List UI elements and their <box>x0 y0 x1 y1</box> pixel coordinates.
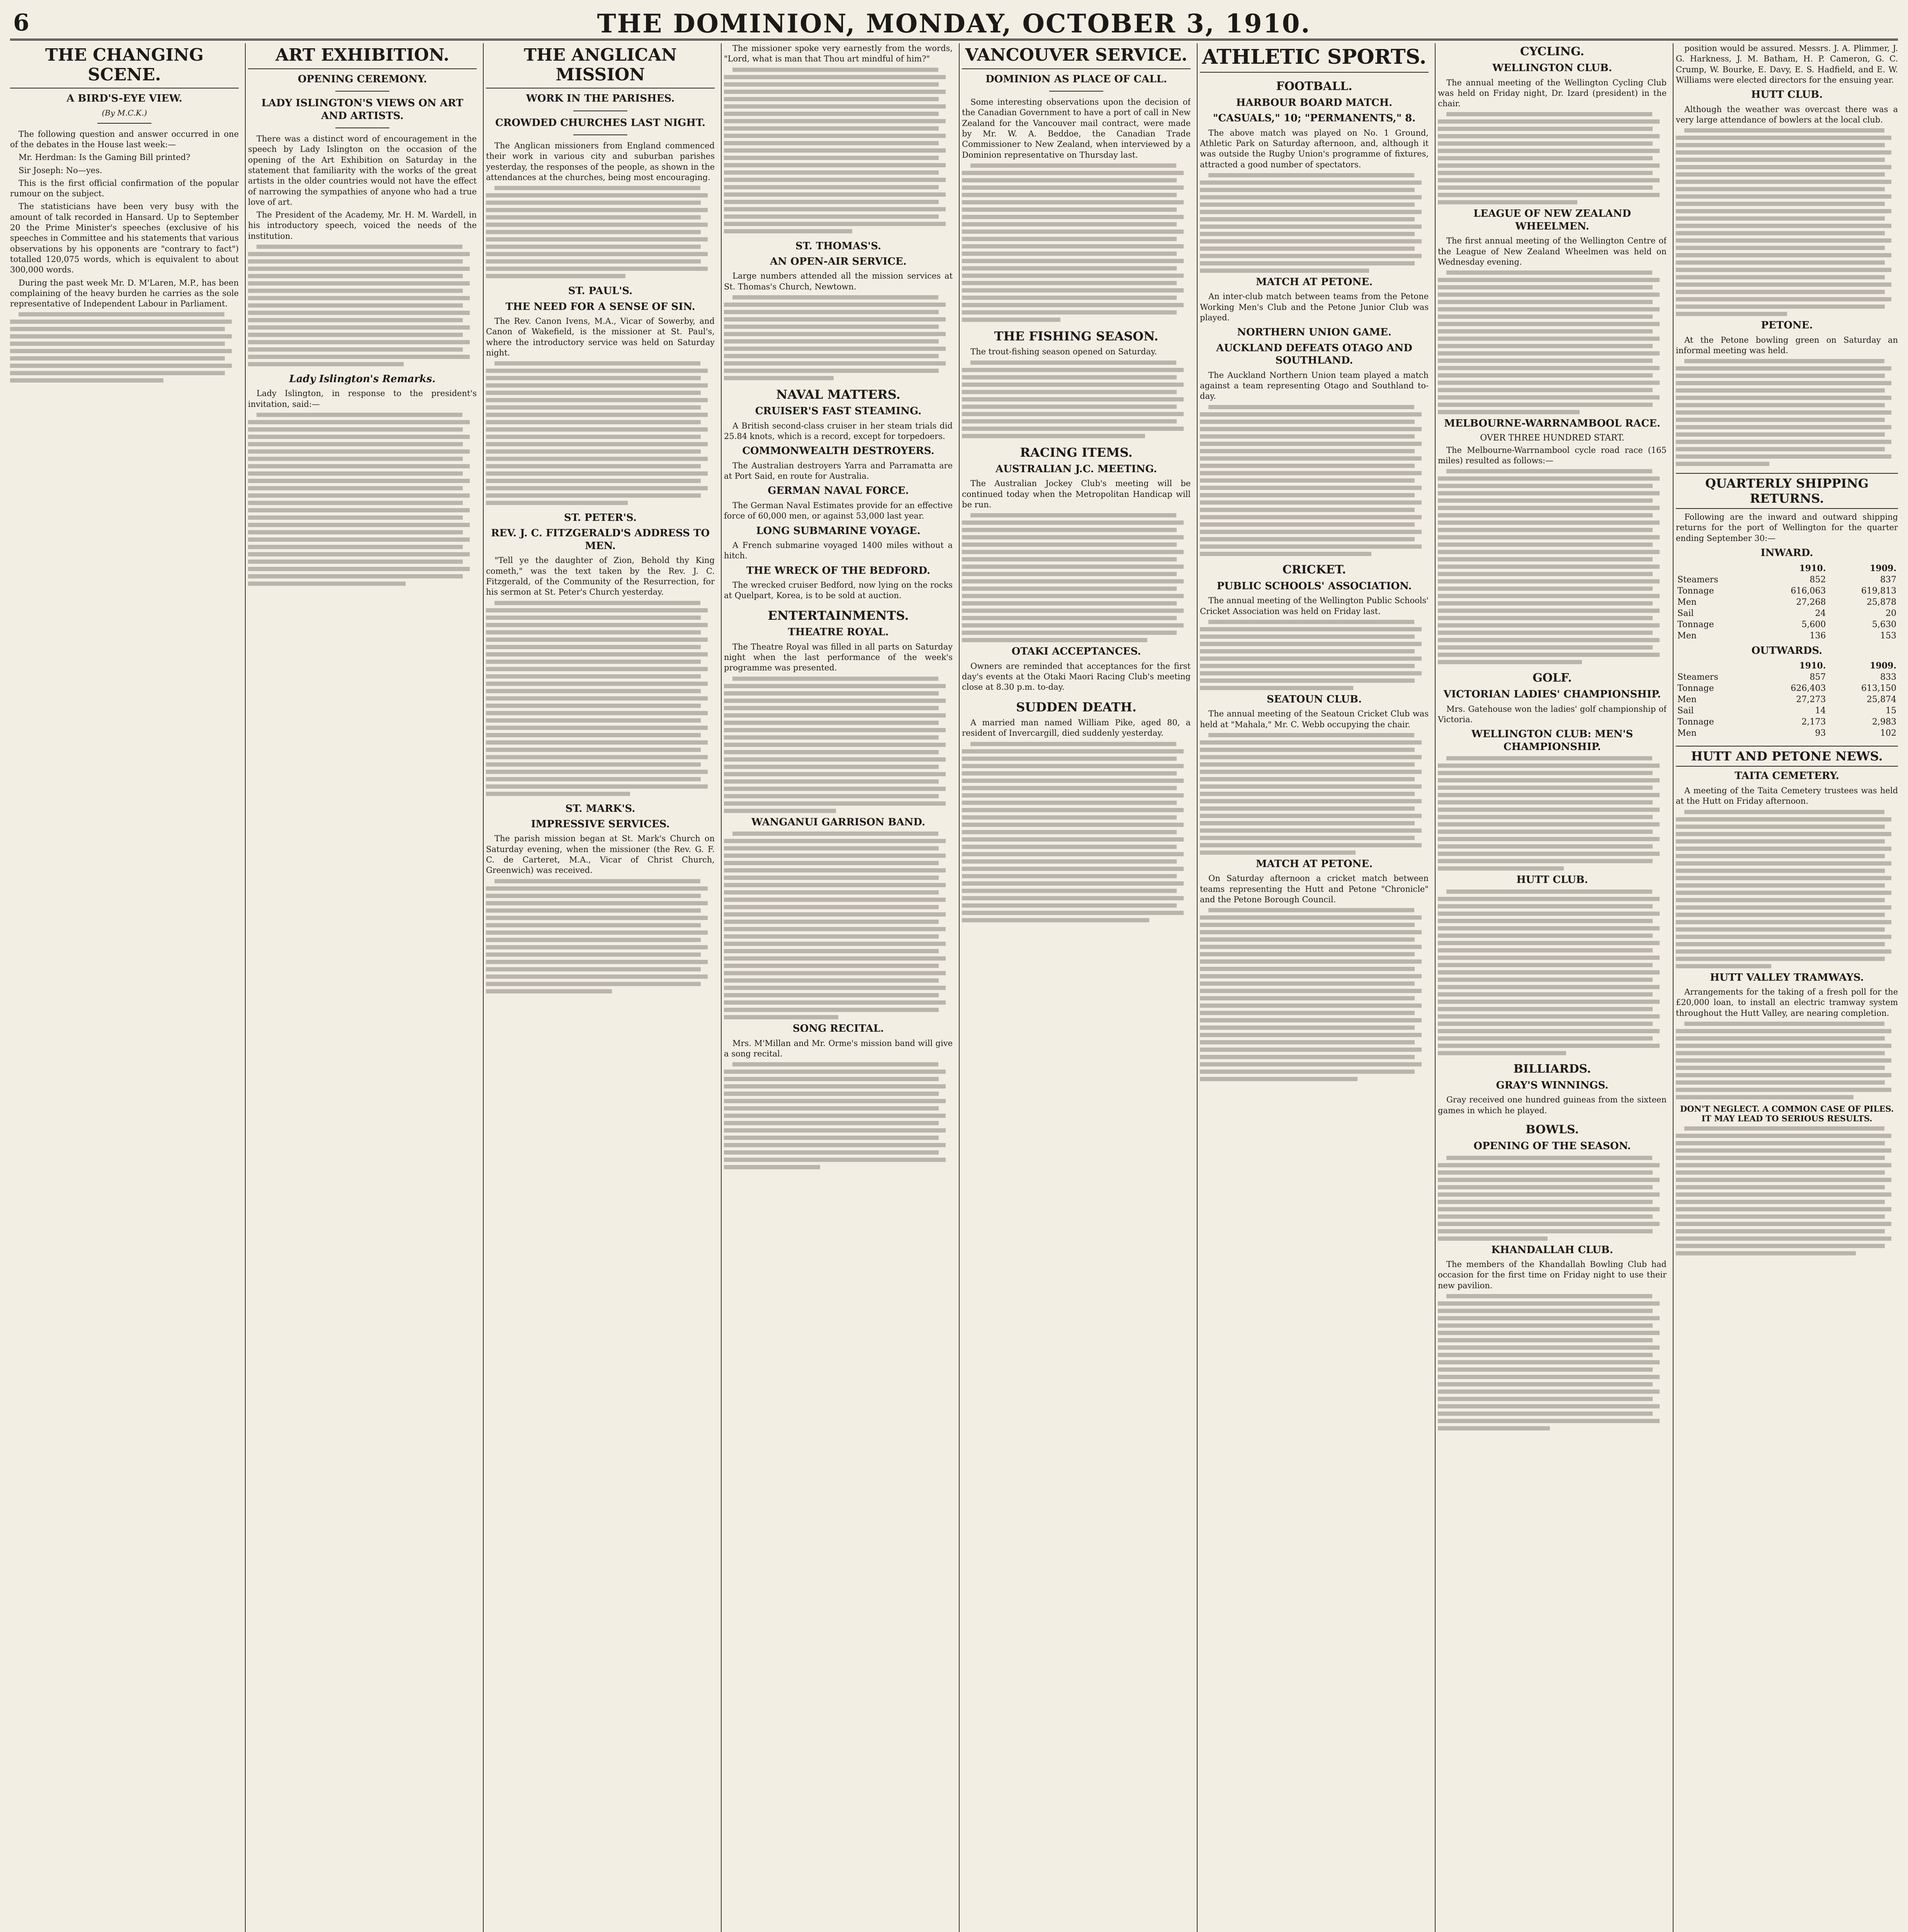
subheading: A BIRD'S-EYE VIEW. <box>66 93 182 105</box>
body-text-block <box>1438 469 1667 664</box>
body-text-block <box>1676 1022 1898 1099</box>
section-heading: THE CHANGING SCENE. <box>10 46 239 88</box>
subheading: DOMINION AS PLACE OF CALL. <box>985 73 1167 85</box>
column-3 <box>486 43 715 1932</box>
body-text-block <box>10 312 239 383</box>
subheading: OPENING CEREMONY. <box>297 73 427 85</box>
body-text-block <box>724 832 953 1019</box>
body-text-block <box>1438 889 1667 1055</box>
article-paragraph: Lady Islington, in response to the president's invitation, said:— <box>248 389 477 409</box>
article-paragraph: The annual meeting of the Wellington Public Schools' Cricket Association was held on Friday last. <box>1200 596 1429 616</box>
table-row: Sail 24 20 <box>1677 608 1896 618</box>
body-text-block <box>724 677 953 813</box>
table-row: Men 93 102 <box>1677 728 1896 738</box>
story-heading: CRICKET. <box>1282 563 1346 577</box>
body-text-block <box>1438 270 1667 414</box>
body-text-block <box>724 1062 953 1169</box>
article-paragraph: The annual meeting of the Wellington Cycling Club was held on Friday night, Dr. Izard (president) in the chair. <box>1438 78 1667 109</box>
article-paragraph: The first annual meeting of the Wellington Centre of the League of New Zealand Wheelmen was held on Wednesday evening. <box>1438 236 1667 267</box>
subheading: CRUISER'S FAST STEAMING. <box>755 405 922 417</box>
article-paragraph: An inter-club match between teams from the Petone Working Men's Club and the Petone Junior Club was played. <box>1200 292 1429 323</box>
article-paragraph: Mrs. Gatehouse won the ladies' golf championship of Victoria. <box>1438 704 1667 724</box>
subheading: NORTHERN UNION GAME. <box>1237 327 1391 338</box>
article-paragraph: The wrecked cruiser Bedford, now lying on the rocks at Quelpart, Korea, is to be sold at auction. <box>724 580 953 600</box>
story-heading: ST. MARK'S. <box>565 803 635 815</box>
body-text-block <box>1200 733 1429 855</box>
subheading: THE WRECK OF THE BEDFORD. <box>746 565 931 577</box>
section-heading: ART EXHIBITION. <box>248 46 477 69</box>
subheading: WORK IN THE PARISHES. <box>526 93 675 105</box>
body-text-block <box>1200 173 1429 273</box>
story-heading: FOOTBALL. <box>1276 79 1352 93</box>
article-paragraph: The trout-fishing season opened on Saturday. <box>970 347 1157 357</box>
year-header: 1910. <box>1799 563 1826 573</box>
subheading: TAITA CEMETERY. <box>1735 770 1839 782</box>
story-heading: BOWLS. <box>1526 1123 1579 1137</box>
advertisement-heading: DON'T NEGLECT. A COMMON CASE OF PILES. IT MAY LEAD TO SERIOUS RESULTS. <box>1680 1104 1894 1123</box>
body-text-block <box>962 513 1191 642</box>
article-paragraph: A married man named William Pike, aged 80, a resident of Invercargill, died suddenly yesterday. <box>962 718 1191 738</box>
year-header: 1910. <box>1799 661 1826 671</box>
subheading: SEATOUN CLUB. <box>1266 693 1362 705</box>
table-row: Steamers 857 833 <box>1677 672 1896 682</box>
subheading: CROWDED CHURCHES LAST NIGHT. <box>495 117 705 129</box>
story-heading: HUTT AND PETONE NEWS. <box>1676 746 1898 767</box>
body-text-block <box>1676 359 1898 466</box>
article-paragraph: This is the first official confirmation of the popular rumour on the subject. <box>10 178 239 199</box>
subheading: WELLINGTON CLUB: MEN'S CHAMPIONSHIP. <box>1471 728 1633 753</box>
article-paragraph: The following question and answer occurred in one of the debates in the House last week:— <box>10 129 239 149</box>
story-heading: ST. PAUL'S. <box>568 285 633 297</box>
body-text-block <box>724 295 953 380</box>
body-text-block <box>1676 128 1898 316</box>
masthead <box>10 8 1898 41</box>
subheading: OTAKI ACCEPTANCES. <box>1011 646 1141 658</box>
article-paragraph: A French submarine voyaged 1400 miles without a hitch. <box>724 541 953 561</box>
story-heading: Lady Islington's Remarks. <box>289 373 436 385</box>
body-text-block <box>248 413 477 586</box>
article-paragraph: During the past week Mr. D. M'Laren, M.P., has been complaining of the heavy burden he carries as the sole representative of Independent Labour in Parliament. <box>10 278 239 309</box>
article-paragraph: A meeting of the Taita Cemetery trustees was held at the Hutt on Friday afternoon. <box>1676 786 1898 806</box>
divider <box>573 134 627 135</box>
subheading: "CASUALS," 10; "PERMANENTS," 8. <box>1213 112 1416 124</box>
subheading: HUTT VALLEY TRAMWAYS. <box>1710 971 1864 983</box>
subheading: VICTORIAN LADIES' CHAMPIONSHIP. <box>1443 689 1661 701</box>
body-text-block <box>486 879 715 993</box>
body-text-block <box>1438 112 1667 204</box>
year-header: 1909. <box>1870 563 1896 573</box>
subheading: COMMONWEALTH DESTROYERS. <box>742 445 934 457</box>
subheading: PUBLIC SCHOOLS' ASSOCIATION. <box>1216 580 1412 592</box>
body-text-block <box>248 245 477 366</box>
article-paragraph: Gray received one hundred guineas from the sixteen games in which he played. <box>1438 1095 1667 1115</box>
article-paragraph: The missioner spoke very earnestly from the words, "Lord, what is man that Thou art mindful of him?" <box>724 44 953 64</box>
column-2 <box>248 43 477 1932</box>
story-heading: GOLF. <box>1533 671 1572 685</box>
body-text-block <box>1676 1126 1898 1255</box>
outward-shipping-table <box>1676 660 1898 739</box>
section-heading: VANCOUVER SERVICE. <box>962 46 1191 69</box>
subheading: LEAGUE OF NEW ZEALAND WHEELMEN. <box>1473 208 1631 232</box>
article-paragraph: Mr. Herdman: Is the Gaming Bill printed? <box>19 153 190 162</box>
subheading: MELBOURNE-WARRNAMBOOL RACE. <box>1444 418 1660 430</box>
divider <box>335 91 389 92</box>
story-heading: BILLIARDS. <box>1513 1062 1591 1076</box>
columns <box>10 43 1898 1932</box>
table-row: Tonnage 5,600 5,630 <box>1677 619 1896 629</box>
story-heading: SUDDEN DEATH. <box>1016 699 1137 714</box>
table-row: Sail 14 15 <box>1677 706 1896 716</box>
table-row: Tonnage 616,063 619,813 <box>1677 586 1896 596</box>
table-row: Men 27,268 25,878 <box>1677 597 1896 607</box>
article-paragraph: Following are the inward and outward shipping returns for the port of Wellington for the quarter ending September 30:— <box>1676 512 1898 543</box>
story-heading: NAVAL MATTERS. <box>776 387 900 402</box>
article-paragraph: The parish mission began at St. Mark's Church on Saturday evening, when the missioner (the Rev. G. F. C. de Carteret, M.A., Vicar of Christ Church, Greenwich) was received. <box>486 834 715 875</box>
article-paragraph: The Anglican missioners from England commenced their work in various city and suburban parishes yesterday, the responses of the people, as shown in the attendances at the churches, being most encouraging. <box>486 141 715 182</box>
table-row: Tonnage 626,403 613,150 <box>1677 684 1896 694</box>
subheading: AUCKLAND DEFEATS OTAGO AND SOUTHLAND. <box>1216 342 1412 367</box>
subheading: LADY ISLINGTON'S VIEWS ON ART AND ARTISTS. <box>261 97 464 122</box>
body-text-block <box>962 361 1191 438</box>
divider <box>1049 91 1103 92</box>
newspaper-title: THE DOMINION, MONDAY, OCTOBER 3, 1910. <box>597 9 1311 39</box>
column-6 <box>1200 43 1429 1932</box>
story-heading: ST. THOMAS'S. <box>795 240 882 252</box>
divider <box>97 123 151 124</box>
body-text-block <box>486 361 715 505</box>
article-paragraph: The President of the Academy, Mr. H. M. Wardell, in his introductory speech, voiced the needs of the institution. <box>248 210 477 241</box>
subheading: HARBOUR BOARD MATCH. <box>1236 97 1393 109</box>
article-paragraph: Large numbers attended all the mission services at St. Thomas's Church, Newtown. <box>724 271 953 291</box>
table-row: Men 136 153 <box>1677 631 1896 641</box>
article-paragraph: Mrs. M'Millan and Mr. Orme's mission band will give a song recital. <box>724 1038 953 1058</box>
subheading: MATCH AT PETONE. <box>1256 858 1373 870</box>
subheading: AUSTRALIAN J.C. MEETING. <box>996 463 1157 475</box>
article-paragraph: Although the weather was overcast there was a very large attendance of bowlers at the local club. <box>1676 104 1898 124</box>
body-text-block <box>1438 756 1667 871</box>
subheading: REV. J. C. FITZGERALD'S ADDRESS TO MEN. <box>491 527 710 552</box>
subheading: PETONE. <box>1761 320 1813 332</box>
subheading: THE NEED FOR A SENSE OF SIN. <box>505 301 695 313</box>
article-paragraph: The Rev. Canon Ivens, M.A., Vicar of Sowerby, and Canon of Wakefield, is the missioner at St. Paul's, where the introductory service was held on Saturday night. <box>486 316 715 357</box>
body-text-block <box>1200 620 1429 690</box>
body-text-block <box>1438 1156 1667 1241</box>
story-heading: ST. PETER'S. <box>564 512 637 524</box>
subheading: WANGANUI GARRISON BAND. <box>751 816 926 828</box>
story-heading: QUARTERLY SHIPPING RETURNS. <box>1676 473 1898 509</box>
subheading: WELLINGTON CLUB. <box>1492 62 1612 74</box>
body-text-block <box>1438 1294 1667 1430</box>
subheading: IMPRESSIVE SERVICES. <box>531 818 670 830</box>
subheading: THEATRE ROYAL. <box>788 626 889 638</box>
body-text-block <box>962 742 1191 922</box>
subheading: GERMAN NAVAL FORCE. <box>768 485 909 497</box>
article-paragraph: On Saturday afternoon a cricket match between teams representing the Hutt and Petone "Chronicle" and the Petone Borough Council. <box>1200 874 1429 905</box>
body-text-block <box>962 163 1191 322</box>
article-paragraph: The Melbourne-Warrnambool cycle road race (165 miles) resulted as follows:— <box>1438 445 1667 466</box>
body-text-block <box>724 68 953 233</box>
table-row: Tonnage 2,173 2,983 <box>1677 717 1896 727</box>
subheading: OUTWARDS. <box>1751 645 1823 656</box>
article-paragraph: position would be assured. Messrs. J. A. Plimmer, J. G. Harkness, J. M. Batham, H. P. Cameron, G. C. Crump, W. Bourke, E. Davy, E. S. Hadfield, and E. W. Williams were elected directors for the ensuing year. <box>1676 44 1898 85</box>
column-4 <box>724 43 953 1932</box>
article-paragraph: The above match was played on No. 1 Ground, Athletic Park on Saturday afternoon, and, although it was outside the Rugby Union's programme of fixtures, attracted a good number of spectators. <box>1200 128 1429 169</box>
story-heading: RACING ITEMS. <box>1020 445 1133 460</box>
body-text-block <box>1676 810 1898 968</box>
article-paragraph: The annual meeting of the Seatoun Cricket Club was held at "Mahala," Mr. C. Webb occupying the chair. <box>1200 709 1429 729</box>
article-paragraph: "Tell ye the daughter of Zion, Behold thy King cometh," was the text taken by the Rev. J. C. Fitzgerald, of the Community of the Resurrection, for his sermon at St. Peter's Church yesterday. <box>486 556 715 597</box>
section-heading: ATHLETIC SPORTS. <box>1200 46 1429 73</box>
byline: (By M.C.K.) <box>102 108 147 117</box>
article-paragraph: The Auckland Northern Union team played a match against a team representing Otago and Southland to-day. <box>1200 370 1429 401</box>
article-paragraph: The Australian destroyers Yarra and Parramatta are at Port Said, en route for Australia. <box>724 461 953 481</box>
page-number: 6 <box>13 9 29 36</box>
subheading: GRAY'S WINNINGS. <box>1496 1079 1609 1091</box>
column-1 <box>10 43 239 1932</box>
subheading: SONG RECITAL. <box>792 1023 884 1035</box>
subheading: KHANDALLAH CLUB. <box>1491 1244 1613 1256</box>
body-text-block <box>1200 405 1429 556</box>
story-heading: ENTERTAINMENTS. <box>768 608 909 623</box>
section-heading: THE ANGLICAN MISSION <box>486 46 715 88</box>
article-paragraph: The Australian Jockey Club's meeting will be continued today when the Metropolitan Handicap will be run. <box>962 479 1191 510</box>
subheading: OVER THREE HUNDRED START. <box>1480 433 1624 443</box>
year-header: 1909. <box>1870 661 1896 671</box>
subheading: MATCH AT PETONE. <box>1256 276 1373 288</box>
article-paragraph: Arrangements for the taking of a fresh poll for the £20,000 loan, to install an electric tramway system throughout the Hutt Valley, are nearing completion. <box>1676 987 1898 1018</box>
table-row: Steamers 852 837 <box>1677 575 1896 585</box>
table-row: Men 27,273 25,874 <box>1677 695 1896 705</box>
body-text-block <box>1200 908 1429 1081</box>
subheading: AN OPEN-AIR SERVICE. <box>770 255 907 267</box>
subheading: INWARD. <box>1760 547 1813 559</box>
article-paragraph: The German Naval Estimates provide for an effective force of 60,000 men, or against 53,000 last year. <box>724 500 953 521</box>
article-paragraph: The members of the Khandallah Bowling Club had occasion for the first time on Friday night to use their new pavilion. <box>1438 1260 1667 1290</box>
subheading: OPENING OF THE SEASON. <box>1473 1140 1631 1152</box>
subheading: HUTT CLUB. <box>1516 874 1588 886</box>
article-paragraph: At the Petone bowling green on Saturday an informal meeting was held. <box>1676 335 1898 355</box>
inward-shipping-table <box>1676 563 1898 641</box>
article-paragraph: There was a distinct word of encouragement in the speech by Lady Islington on the occasion of the opening of the Art Exhibition on Saturday in the statement that familiarity with the works of the great artists in the older countries would not have the effect of narrowing the sympathies of anyone who had a true love of art. <box>248 134 477 207</box>
column-7 <box>1438 43 1667 1932</box>
article-paragraph: Some interesting observations upon the decision of the Canadian Government to have a port of call in New Zealand for the Vancouver mail contract, were made by Mr. W. A. Beddoe, the Canadian Trade Commissioner to New Zealand, when interviewed by a Dominion representative on Thursday last. <box>962 97 1191 160</box>
article-paragraph: A British second-class cruiser in her steam trials did 25.84 knots, which is a record, except for torpedoers. <box>724 421 953 441</box>
body-text-block <box>486 601 715 796</box>
subheading: HUTT CLUB. <box>1751 89 1823 101</box>
article-paragraph: Sir Joseph: No—yes. <box>19 165 102 175</box>
column-5 <box>962 43 1191 1932</box>
body-text-block <box>486 186 715 278</box>
article-paragraph: Owners are reminded that acceptances for the first day's events at the Otaki Maori Racing Club's meeting close at 8.30 p.m. to-day. <box>962 661 1191 692</box>
story-heading: THE FISHING SEASON. <box>994 328 1159 344</box>
article-paragraph: The Theatre Royal was filled in all parts on Saturday night when the last performance of the week's programme was presented. <box>724 642 953 673</box>
article-paragraph: The statisticians have been very busy with the amount of talk recorded in Hansard. Up to September 20 the Prime Minister's speeches (exclusive of his speeches in Committee and his statements that various observations by his opponents are "contrary to fact") totalled 120,075 words, which is equivalent to about 300,000 words. <box>10 202 239 275</box>
subheading: LONG SUBMARINE VOYAGE. <box>756 525 921 537</box>
story-heading: CYCLING. <box>1520 45 1585 58</box>
column-8 <box>1676 43 1898 1932</box>
